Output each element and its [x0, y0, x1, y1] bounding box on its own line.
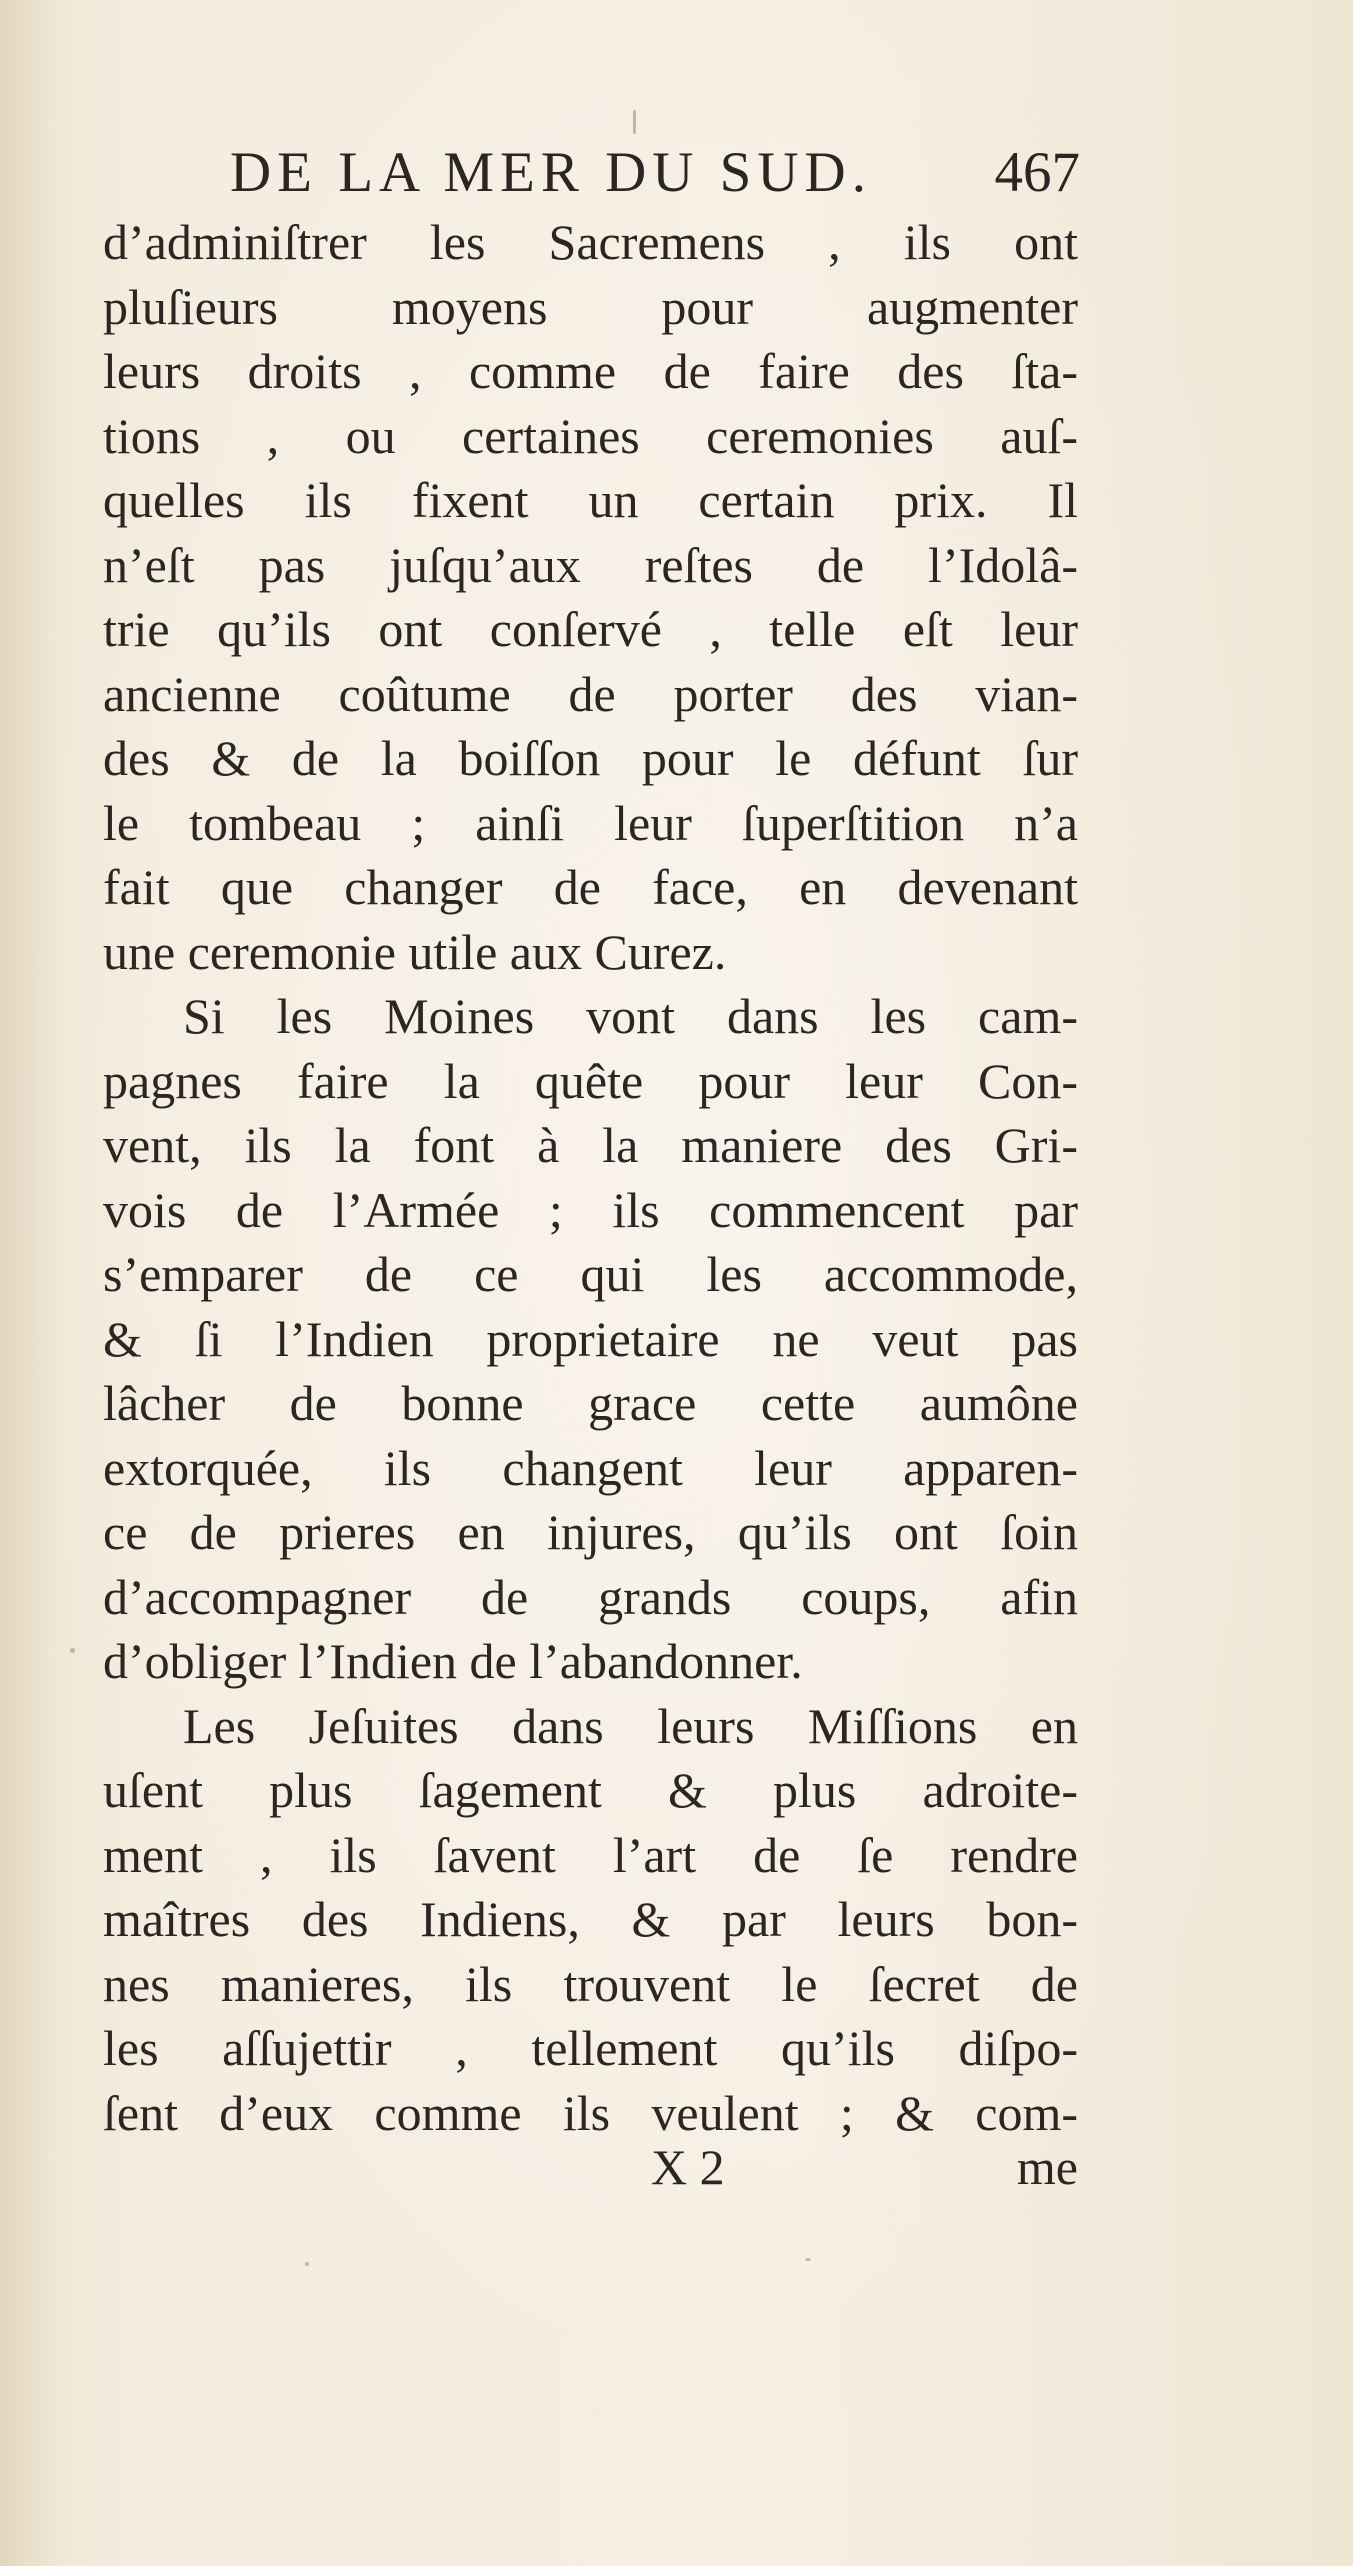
text-line: les aſſujettir , tellement qu’ils diſpo-	[103, 2020, 1078, 2076]
text-line: leurs droits , comme de faire des ſta-	[103, 343, 1078, 399]
catchword: me	[1016, 2139, 1078, 2195]
text-line: nes manieres, ils trouvent le ſecret de	[103, 1955, 1078, 2012]
text-line: Si les Moines vont dans les cam-	[183, 988, 1078, 1044]
text-line: extorquée, ils changent leur apparen-	[103, 1439, 1078, 1496]
text-line: Les Jeſuites dans leurs Miſſions en	[183, 1697, 1078, 1754]
text-line: des & de la boiſſon pour le défunt ſur	[103, 730, 1078, 786]
text-line: ancienne coûtume de porter des vian-	[103, 665, 1078, 722]
text-line: ment , ils ſavent l’art de ſe rendre	[103, 1826, 1078, 1883]
paper-speck	[633, 110, 636, 134]
text-line: ſent d’eux comme ils veulent ; & com-	[103, 2084, 1078, 2141]
text-line: uſent plus ſagement & plus adroite-	[103, 1762, 1078, 1818]
running-head: DE LA MER DU SUD.	[230, 141, 872, 204]
text-line: quelles ils fixent un certain prix. Il	[103, 472, 1078, 528]
text-line: une ceremonie utile aux Curez.	[103, 923, 727, 980]
text-line: s’emparer de ce qui les accommode,	[103, 1246, 1078, 1302]
text-line: fait que changer de face, en devenant	[103, 859, 1078, 915]
text-line: le tombeau ; ainſi leur ſuperſtition n’a	[103, 794, 1078, 851]
text-line: trie qu’ils ont conſervé , telle eſt leur	[103, 601, 1078, 657]
paper-speck	[805, 2258, 811, 2261]
text-line: ce de prieres en injures, qu’ils ont ſoin	[103, 1504, 1078, 1560]
body-text	[103, 210, 1078, 2145]
text-line: d’adminiſtrer les Sacremens , ils ont	[103, 214, 1078, 270]
text-line: lâcher de bonne grace cette aumône	[103, 1375, 1078, 1431]
text-line: d’accompagner de grands coups, afin	[103, 1568, 1078, 1625]
text-line: maîtres des Indiens, & par leurs bon-	[103, 1891, 1078, 1947]
page-footer	[103, 2138, 1078, 2208]
signature-mark: X 2	[651, 2139, 725, 2195]
text-line: d’obliger l’Indien de l’abandonner.	[103, 1633, 803, 1689]
text-line: tions , ou certaines ceremonies auſ-	[103, 407, 1078, 464]
page-number: 467	[994, 141, 1080, 204]
text-line: & ſi l’Indien proprietaire ne veut pas	[103, 1310, 1078, 1367]
gutter-shadow	[0, 0, 60, 2566]
page-header	[230, 140, 1080, 210]
text-line: vent, ils la font à la maniere des Gri-	[103, 1117, 1078, 1173]
text-line: vois de l’Armée ; ils commencent par	[103, 1181, 1078, 1238]
text-line: pluſieurs moyens pour augmenter	[103, 278, 1078, 335]
text-line: n’eſt pas juſqu’aux reſtes de l’Idolâ-	[103, 536, 1078, 593]
paper-speck	[70, 1648, 75, 1653]
paper-speck	[305, 2262, 309, 2266]
text-line: pagnes faire la quête pour leur Con-	[103, 1052, 1078, 1109]
